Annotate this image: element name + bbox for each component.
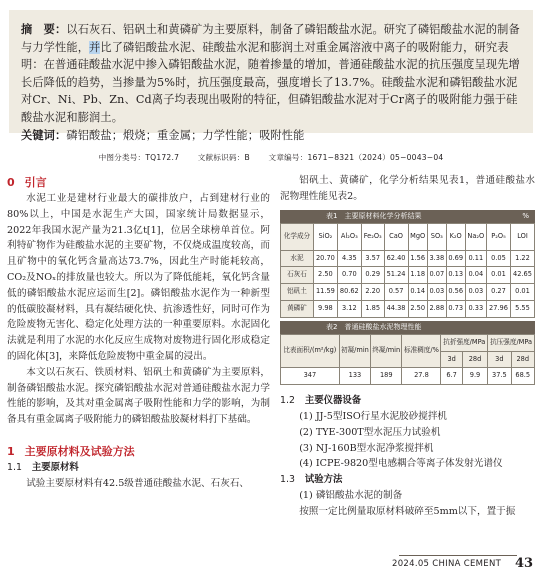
t1-header-cell: SiO₂ — [313, 223, 337, 250]
section-1-number: 1 — [7, 444, 15, 458]
t1-cell: 1.85 — [361, 300, 384, 317]
t1-row-label: 铝矾土 — [281, 284, 314, 301]
section-1-2-title: 主要仪器设备 — [304, 395, 362, 407]
t1-cell: 62.40 — [384, 250, 408, 267]
abstract-highlight[interactable]: 并 — [89, 40, 101, 54]
t1-cell: 2.88 — [427, 300, 446, 317]
t1-cell: 51.24 — [384, 267, 408, 284]
section-1-2-heading — [280, 393, 535, 409]
table-row — [281, 284, 535, 301]
t1-cell: 0.29 — [361, 267, 384, 284]
article-number: 文章编号：1671−8321（2024）05−0043−04 — [268, 153, 444, 162]
t2-header-initial-set: 初凝/min — [339, 334, 370, 368]
t1-header-cell: P₂O₅ — [487, 223, 511, 250]
t1-cell: 0.27 — [487, 284, 511, 301]
t1-header-cell: Fe₂O₃ — [361, 223, 384, 250]
footer-rule — [399, 555, 517, 556]
t1-cell: 0.14 — [408, 284, 427, 301]
section-1-2-number: 1.2 — [280, 395, 295, 407]
abstract-label: 摘 要： — [21, 23, 67, 36]
t2-header-compressive: 抗压强度/MPa — [488, 334, 535, 351]
table-row — [281, 250, 535, 267]
t1-cell: 0.07 — [427, 267, 446, 284]
right-column — [280, 173, 535, 520]
method-paragraph: 按照一定比例量取原材料破碎至5mm以下，置于振 — [299, 505, 516, 517]
t2-cell: 37.5 — [488, 368, 511, 385]
t1-header-cell: MgO — [408, 223, 427, 250]
section-1-3-number: 1.3 — [280, 474, 295, 486]
keywords-label: 关键词： — [21, 128, 67, 142]
intro-paragraph-1: 水泥工业是建材行业最大的碳排放户，占到建材行业的80%以上，中国是水泥生产大国，国家统计局数据显示，2022年我国水泥产量为21.3亿t[1]，位居全球榜单首位。阿利特矿物作为硅酸盐水泥的主要矿物，不仅烧成温度较高，而且矿物中的氧化钙含量高达73.7%，因此生产时能耗较高，CO₂及NOₓ的排放量也较大。所以为了降低能耗，氧化钙含量低的磷铝酸盐水泥应运而生[2]。磷铝酸盐水泥作为一种新型的低碳胶凝材料，具有凝结硬化快、抗渗透性好，同时可作为危险废物无害化、稳定化处理方法的一种重要原料。水泥固化法就是利用了水泥的水化反应生成物对废物进行固化形成稳定的固化体[3]，来降低危险废物中重金属的浸出。 — [7, 193, 270, 362]
t1-cell: 2.50 — [313, 267, 337, 284]
t1-cell: 2.20 — [361, 284, 384, 301]
t1-cell: 0.70 — [337, 267, 361, 284]
section-0-title: 引言 — [24, 176, 47, 189]
equipment-item-1: (1) JJ-5型ISO行星水泥胶砂搅拌机 — [299, 410, 448, 422]
table-2-physical-properties — [280, 334, 535, 385]
t1-cell: 3.12 — [337, 300, 361, 317]
t1-cell: 11.59 — [313, 284, 337, 301]
t1-cell: 0.33 — [465, 300, 486, 317]
t2-header-flexural: 抗折强度/MPa — [441, 334, 488, 351]
t2-header-comp-28d: 28d — [511, 351, 534, 368]
equipment-item-3: (3) NJ-160B型水泥净浆搅拌机 — [299, 442, 434, 454]
t1-header-cell: SO₃ — [427, 223, 446, 250]
t1-cell: 44.38 — [384, 300, 408, 317]
t1-header-cell: Al₂O₃ — [337, 223, 361, 250]
t1-cell: 0.56 — [446, 284, 465, 301]
t2-cell: 133 — [339, 368, 370, 385]
t2-cell: 9.9 — [462, 368, 487, 385]
t1-row-label: 水泥 — [281, 250, 314, 267]
t1-cell: 0.69 — [446, 250, 465, 267]
section-1-title: 主要原材料及试验方法 — [24, 444, 135, 458]
materials-paragraph: 试验主要原材料有42.5级普通硅酸盐水泥、石灰石、 — [26, 477, 250, 489]
clc-number: 中图分类号：TQ172.7 — [98, 153, 180, 162]
t1-cell: 0.13 — [446, 267, 465, 284]
t1-cell: 0.04 — [465, 267, 486, 284]
abstract-box — [9, 10, 533, 142]
t1-cell: 1.22 — [510, 250, 534, 267]
t1-cell: 1.56 — [408, 250, 427, 267]
t2-cell: 27.8 — [402, 368, 441, 385]
t1-cell: 2.50 — [408, 300, 427, 317]
left-column — [7, 173, 270, 492]
t1-cell: 0.03 — [427, 284, 446, 301]
t1-cell: 0.05 — [487, 250, 511, 267]
t2-cell: 347 — [281, 368, 340, 385]
section-1-heading — [7, 444, 270, 460]
table-1-unit: % — [522, 211, 529, 220]
t1-cell: 4.35 — [337, 250, 361, 267]
t1-cell: 3.57 — [361, 250, 384, 267]
t2-header-comp-3d: 3d — [488, 351, 511, 368]
t1-cell: 0.73 — [446, 300, 465, 317]
t1-header-cell: Na₂O — [465, 223, 486, 250]
t1-cell: 1.18 — [408, 267, 427, 284]
section-0-number: 0 — [7, 176, 15, 189]
t1-header-cell: K₂O — [446, 223, 465, 250]
table-1-caption — [280, 210, 535, 223]
intro-paragraph-2: 本文以石灰石、铁质材料、铝矾土和黄磷矿为主要原料，制备磷铝酸盐水泥。探究磷铝酸盐水泥对普通硅酸盐水泥力学性能的影响，及其对重金属离子吸附性能和力学的影响，为制备具有重金属离子吸附能力的磷铝酸盐胶凝材料打下基础。 — [7, 366, 270, 426]
t1-row-label: 黄磷矿 — [281, 300, 314, 317]
table-row — [281, 267, 535, 284]
section-1-1-number: 1.1 — [7, 461, 22, 473]
abstract-text-1: 以石灰石、铝矾土和黄磷矿为主要原料，制备了磷铝酸盐水泥。研究了磷铝酸盐水泥的制备与力学性能， — [21, 23, 520, 54]
t2-header-final-set: 终凝/min — [371, 334, 402, 368]
section-1-3-title: 试验方法 — [304, 474, 343, 486]
t1-cell: 5.55 — [510, 300, 534, 317]
t1-header-cell: CaO — [384, 223, 408, 250]
table-2-title: 表2 普通硅酸盐水泥物理性能 — [326, 322, 422, 331]
t1-cell: 9.98 — [313, 300, 337, 317]
keywords-text: 磷铝酸盐；煅烧；重金属；力学性能；吸附性能 — [66, 128, 305, 142]
t2-header-area: 比表面积/(m²/kg) — [281, 334, 340, 368]
equipment-item-2: (2) TYE-300T型水泥压力试验机 — [299, 426, 441, 438]
table-1-corner: 化学成分 — [281, 223, 314, 250]
t2-cell: 6.7 — [441, 368, 462, 385]
t2-header-flex-3d: 3d — [441, 351, 462, 368]
t2-header-flex-28d: 28d — [462, 351, 487, 368]
page-number: 43 — [515, 556, 534, 571]
t1-cell: 0.01 — [487, 267, 511, 284]
equipment-item-4: (4) ICPE-9820型电感耦合等离子体发射光谱仪 — [299, 458, 503, 470]
t2-header-water: 标准稠度/% — [402, 334, 441, 368]
section-1-1-title: 主要原材料 — [31, 461, 79, 473]
t1-cell: 0.01 — [510, 284, 534, 301]
t1-header-cell: LOI — [510, 223, 534, 250]
abstract-text-2: 比了磷铝酸盐水泥、硅酸盐水泥和膨润土对重金属溶液中离子的吸附能力，研究表明：在普通硅酸盐水泥中掺入磷铝酸盐水泥，随着掺量的增加，普通硅酸盐水泥的抗压强度呈现先增长后降低的趋势，当掺量为5%时，抗压强度最高，强度增长了13.7%。硅酸盐水泥和磷铝酸盐水泥对Cr、Ni、Pb、Zn、Cd离子均表现出吸附的特征，但磷铝酸盐水泥对于Cr离子的吸附能力强于硅酸盐水泥和膨润土。 — [21, 40, 520, 124]
table-1-title: 表1 主要原材料化学分析结果 — [326, 211, 422, 220]
table-row — [281, 300, 535, 317]
t2-cell: 68.5 — [511, 368, 534, 385]
t1-cell: 3.38 — [427, 250, 446, 267]
doc-code: 文献标识码：B — [197, 153, 250, 162]
t1-cell: 0.03 — [465, 284, 486, 301]
t1-cell: 0.57 — [384, 284, 408, 301]
t1-cell: 42.65 — [510, 267, 534, 284]
table-1-chemical-analysis — [280, 223, 535, 318]
section-1-3-heading — [280, 472, 535, 488]
t1-cell: 80.62 — [337, 284, 361, 301]
magazine-name: 2024.05 CHINA CEMENT — [392, 559, 502, 569]
section-1-1-heading — [7, 460, 270, 476]
method-item-1: (1) 磷铝酸盐水泥的制备 — [299, 489, 403, 501]
t1-cell: 0.11 — [465, 250, 486, 267]
t2-cell: 189 — [371, 368, 402, 385]
t1-cell: 20.70 — [313, 250, 337, 267]
classification-line — [0, 152, 542, 163]
table-2-caption — [280, 321, 535, 334]
page-footer — [0, 555, 542, 577]
section-0-heading — [7, 175, 270, 191]
materials-continued: 铝矾土、黄磷矿，化学分析结果见表1，普通硅酸盐水泥物理性能见表2。 — [280, 175, 535, 202]
t1-cell: 27.96 — [487, 300, 511, 317]
t1-row-label: 石灰石 — [281, 267, 314, 284]
